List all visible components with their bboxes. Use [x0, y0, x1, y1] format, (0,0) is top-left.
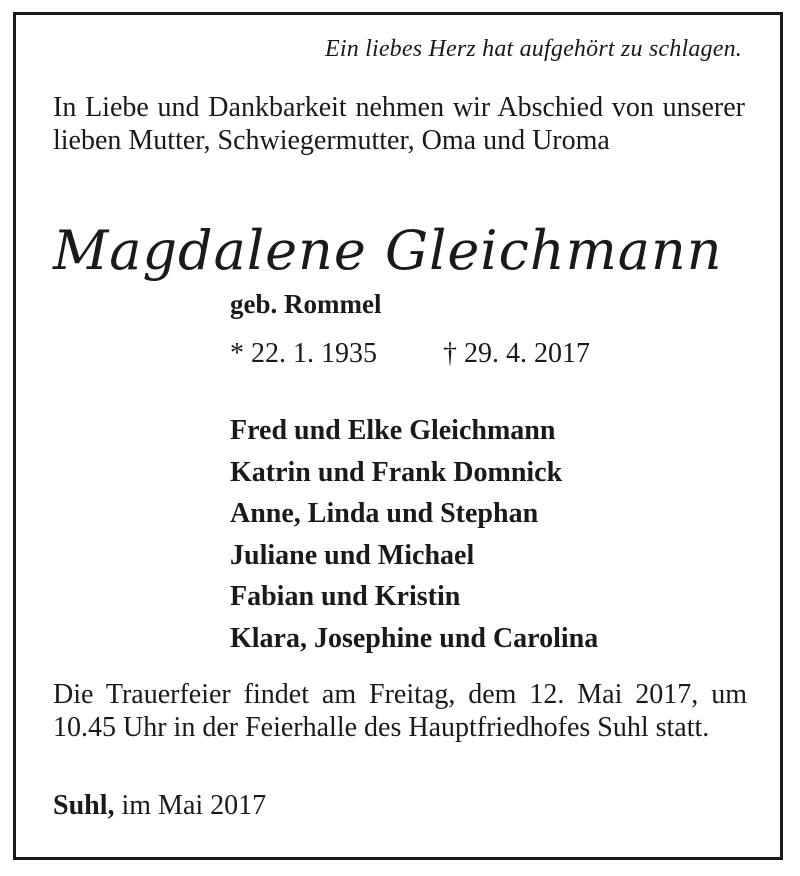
intro-text: In Liebe und Dankbarkeit nehmen wir Abschied von unserer lieben Mutter, Schwiegermutter, Oma und Uroma	[53, 92, 745, 156]
mourner: Fabian und Kristin	[230, 581, 461, 612]
service-info: Die Trauerfeier findet am Freitag, dem 12. Mai 2017, um 10.45 Uhr in der Feierhalle des Hauptfriedhofes Suhl statt.	[53, 679, 747, 743]
mourner: Katrin und Frank Domnick	[230, 456, 563, 488]
mourner: Fred und Elke Gleichmann	[230, 415, 556, 446]
place-and-date	[53, 790, 266, 822]
birth-date: * 22. 1. 1935	[230, 338, 377, 369]
death-date: † 29. 4. 2017	[443, 338, 590, 369]
place-date: im Mai 2017	[114, 790, 267, 821]
mourner: Juliane und Michael	[230, 539, 475, 571]
maiden-name: geb. Rommel	[230, 289, 382, 319]
mourner: Klara, Josephine und Carolina	[230, 622, 599, 654]
place-city: Suhl,	[53, 790, 115, 821]
mourner: Anne, Linda und Stephan	[230, 498, 539, 529]
life-dates	[230, 338, 590, 370]
mourners-list	[230, 410, 598, 659]
deceased-name: Magdalene Gleichmann	[53, 219, 723, 282]
epigraph: Ein liebes Herz hat aufgehört zu schlagen.	[324, 36, 742, 62]
